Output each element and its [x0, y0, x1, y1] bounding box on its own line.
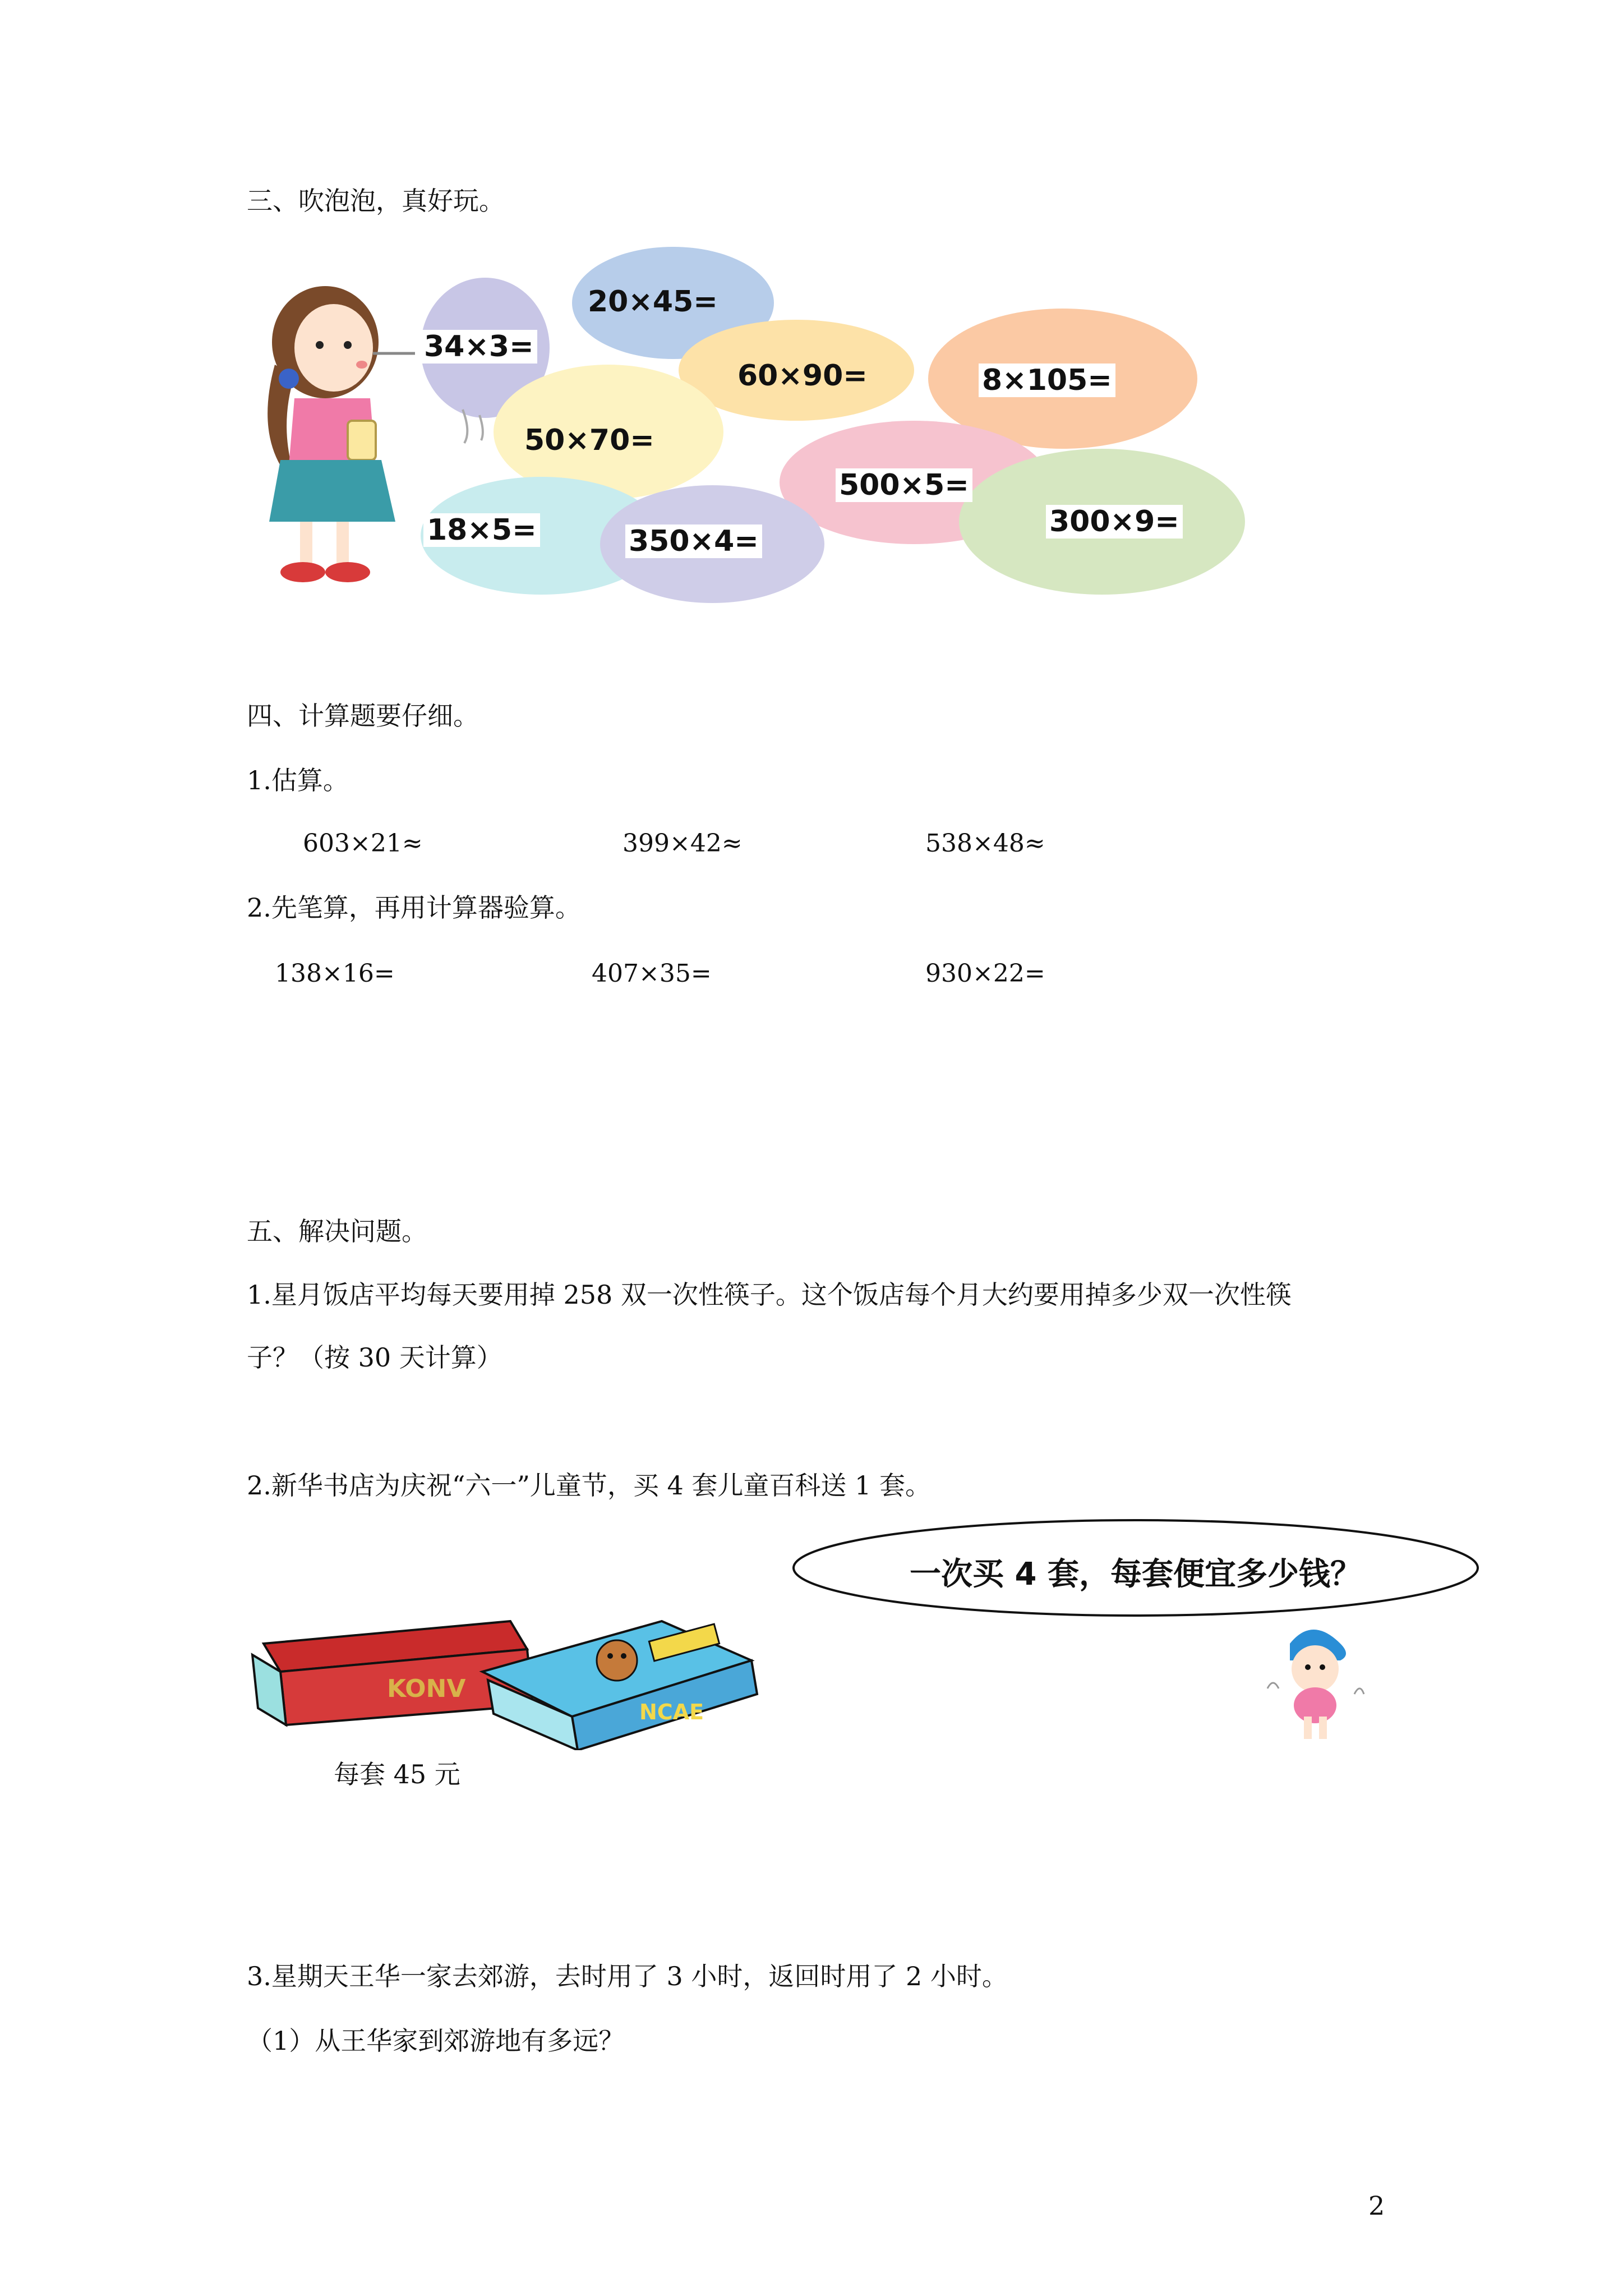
bubble-label-4-text: 8×105= [979, 364, 1115, 397]
q2-item-3: 930×22= [925, 959, 1045, 988]
bubble-label-8 [423, 513, 540, 547]
problem2-text: 2.新华书店为庆祝“六一”儿童节，买 4 套儿童百科送 1 套。 [247, 1470, 931, 1501]
q1-title: 1.估算。 [247, 765, 349, 795]
section4-title: 四、计算题要仔细。 [247, 701, 479, 731]
problem1-line2: 子？（按 30 天计算） [247, 1342, 502, 1373]
speech-text: 一次买 4 套，每套便宜多少钱？ [910, 1556, 1362, 1593]
bubble-label-9 [625, 524, 762, 558]
problem3-q1: （1）从王华家到郊游地有多远？ [247, 2026, 625, 2056]
page-number: 2 [1368, 2191, 1385, 2221]
bubble-label-2-text: 34×3= [421, 330, 537, 364]
bubble-label-2 [421, 330, 537, 364]
bubble-label-3: 60×90= [737, 359, 868, 393]
q2-title: 2.先笔算，再用计算器验算。 [247, 892, 581, 923]
bubble-label-7-text: 300×9= [1046, 505, 1183, 539]
bubble-label-8-text: 18×5= [423, 513, 540, 547]
q1-item-3: 538×48≈ [925, 829, 1045, 858]
bubble-label-7 [1046, 505, 1183, 539]
bubble-label-6-text: 500×5= [836, 468, 972, 502]
section5-title: 五、解决问题。 [247, 1216, 427, 1246]
svg-text:NCAE: NCAE [639, 1700, 704, 1724]
q2-item-2: 407×35= [592, 959, 712, 988]
section3-title: 三、吹泡泡，真好玩。 [247, 186, 505, 216]
problem1-line1: 1.星月饭店平均每天要用掉 258 双一次性筷子。这个饭店每个月大约要用掉多少双一次性筷 [247, 1280, 1292, 1310]
svg-text:KONV: KONV [387, 1674, 466, 1703]
q2-item-1: 138×16= [275, 959, 395, 988]
q1-item-1: 603×21≈ [303, 829, 423, 858]
bubble-label-6 [836, 468, 972, 502]
girl-illustration [247, 280, 415, 595]
books-illustration [247, 1588, 774, 1750]
bubble-label-1: 20×45= [588, 285, 718, 319]
bubble-label-5: 50×70= [524, 424, 654, 457]
child-illustration [1256, 1621, 1368, 1745]
bubble-label-9-text: 350×4= [625, 524, 762, 558]
problem3-text: 3.星期天王华一家去郊游，去时用了 3 小时，返回时用了 2 小时。 [247, 1961, 1008, 1991]
bubble-label-4 [979, 364, 1115, 397]
book-price-label: 每套 45 元 [334, 1759, 460, 1789]
q1-item-2: 399×42≈ [623, 829, 743, 858]
